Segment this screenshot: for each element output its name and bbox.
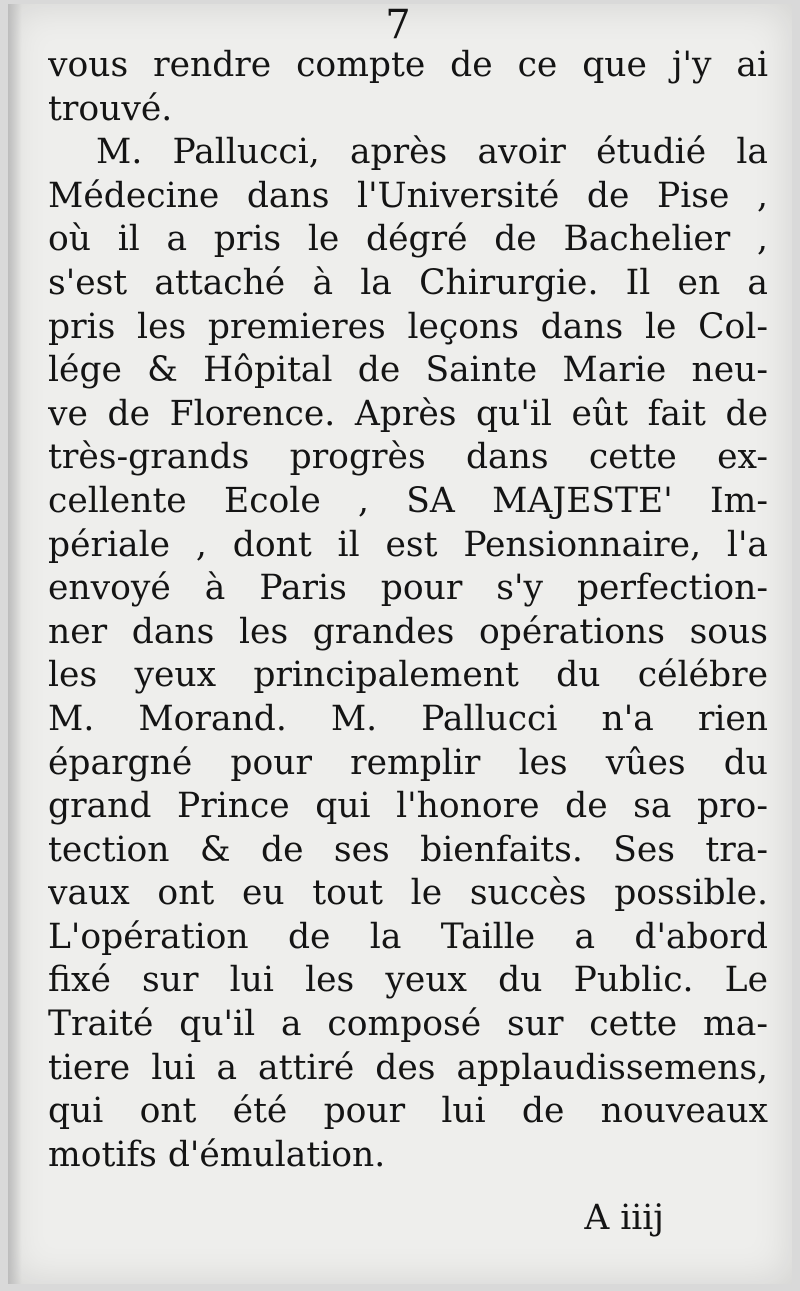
text-line: où il a pris le dégré de Bachelier , bbox=[48, 219, 768, 260]
text-line: M. Pallucci, après avoir étudié la bbox=[96, 132, 768, 173]
text-line: vaux ont eu tout le succès possible. bbox=[48, 873, 768, 914]
text-line: lége & Hôpital de Sainte Marie neu- bbox=[48, 350, 768, 391]
text-line: M. Morand. M. Pallucci n'a rien bbox=[48, 698, 768, 739]
text-line: L'opération de la Taille a d'abord bbox=[48, 916, 768, 957]
text-line: tection & de ses bienfaits. Ses tra- bbox=[48, 829, 768, 870]
text-line: tiere lui a attiré des applaudissemens, bbox=[48, 1047, 768, 1088]
text-line: vous rendre compte de ce que j'y ai bbox=[48, 45, 768, 85]
text-line: qui ont été pour lui de nouveaux bbox=[48, 1091, 768, 1132]
text-line: motifs d'émulation. bbox=[48, 1134, 386, 1175]
text-line: ner dans les grandes opérations sous bbox=[48, 611, 768, 652]
text-line: Médecine dans l'Université de Pise , bbox=[48, 175, 768, 216]
page-number: 7 bbox=[385, 4, 411, 48]
text-line: s'est attaché à la Chirurgie. Il en a bbox=[48, 262, 768, 303]
signature-mark: A iiij bbox=[584, 1198, 664, 1238]
text-line: envoyé à Paris pour s'y perfection- bbox=[48, 568, 768, 609]
text-line: très-grands progrès dans cette ex- bbox=[48, 437, 768, 478]
text-line: cellente Ecole , SA MAJESTE' Im- bbox=[48, 480, 768, 521]
text-line: les yeux principalement du célébre bbox=[48, 655, 768, 696]
text-line: ve de Florence. Après qu'il eût fait de bbox=[48, 393, 768, 434]
text-line: pris les premieres leçons dans le Col- bbox=[48, 306, 768, 347]
body-text bbox=[48, 44, 768, 1177]
text-line: épargné pour remplir les vûes du bbox=[48, 742, 768, 783]
text-line: grand Prince qui l'honore de sa pro- bbox=[48, 786, 768, 827]
page-edge-shadow bbox=[8, 4, 22, 1284]
text-line: périale , dont il est Pensionnaire, l'a bbox=[48, 524, 768, 565]
text-line: Traité qu'il a composé sur cette ma- bbox=[48, 1004, 768, 1045]
book-page bbox=[8, 4, 792, 1284]
text-line: trouvé. bbox=[48, 88, 173, 129]
text-line: fixé sur lui les yeux du Public. Le bbox=[48, 960, 768, 1001]
